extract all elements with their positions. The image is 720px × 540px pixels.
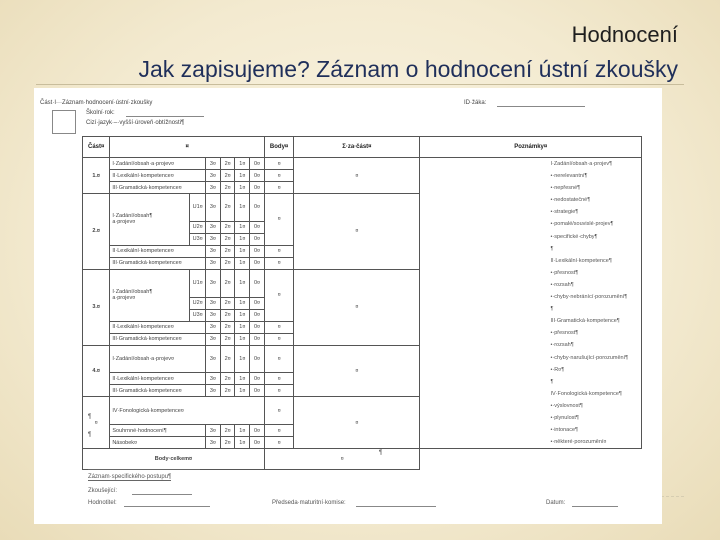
score-3[interactable]: 3¤ bbox=[206, 158, 221, 170]
notes-list bbox=[422, 158, 639, 448]
score-1[interactable]: 1¤ bbox=[235, 182, 250, 194]
note-line: III·Gramatická·kompetence¶ bbox=[550, 318, 620, 325]
score-0[interactable]: 0¤ bbox=[250, 257, 265, 269]
score-3[interactable]: 3¤ bbox=[206, 269, 221, 297]
score-0[interactable]: 0¤ bbox=[250, 194, 265, 222]
score-1[interactable]: 1¤ bbox=[235, 437, 250, 449]
score-1[interactable]: 1¤ bbox=[235, 257, 250, 269]
criterion-task-multi bbox=[110, 269, 190, 321]
points-cell[interactable]: ¤ bbox=[264, 385, 293, 397]
points-cell[interactable]: ¤ bbox=[264, 425, 293, 437]
score-1[interactable]: 1¤ bbox=[235, 233, 250, 245]
points-cell[interactable]: ¤ bbox=[264, 182, 293, 194]
criterion-lexical: II·Lexikální·kompetence¤ bbox=[110, 373, 206, 385]
score-2[interactable]: 2¤ bbox=[220, 158, 235, 170]
note-line: •·nerelevantní¶ bbox=[550, 173, 588, 180]
col-header-notes: Poznámky¤ bbox=[420, 137, 642, 158]
score-0[interactable]: 0¤ bbox=[250, 333, 265, 345]
note-line: •·intonace¶ bbox=[550, 427, 578, 434]
score-3[interactable]: 3¤ bbox=[206, 345, 221, 373]
examiner-field[interactable] bbox=[132, 488, 192, 495]
score-2[interactable]: 2¤ bbox=[220, 309, 235, 321]
note-line: ¶ bbox=[550, 306, 554, 313]
score-0[interactable]: 0¤ bbox=[250, 437, 265, 449]
chair-label: Předseda·maturitní·komise: bbox=[272, 500, 346, 506]
points-cell[interactable]: ¤ bbox=[264, 373, 293, 385]
points-cell[interactable]: ¤ bbox=[264, 345, 293, 373]
col-header-sum: Σ·za·část¤ bbox=[294, 137, 420, 158]
total-points-label: Body·celkem¤ bbox=[83, 449, 265, 470]
note-line: •·plynulost¶ bbox=[550, 414, 579, 421]
note-line: •·pomalé/souvislé·projev¶ bbox=[550, 221, 614, 228]
note-line: •·nedostatečné¶ bbox=[550, 197, 591, 204]
note-line: •·specifické·chyby¶ bbox=[550, 233, 598, 240]
score-2[interactable]: 2¤ bbox=[220, 297, 235, 309]
assessment-table bbox=[82, 136, 642, 470]
subtask-u3: U3¤ bbox=[190, 233, 206, 245]
date-label: Datum: bbox=[546, 500, 566, 506]
pilcrow: ¶ bbox=[88, 414, 92, 420]
part-3-number: 3.¤ bbox=[83, 269, 110, 345]
score-2[interactable]: 2¤ bbox=[220, 245, 235, 257]
criterion-task-line2: a·projev¤ bbox=[112, 295, 136, 302]
note-line: •·R¤¶ bbox=[550, 366, 565, 373]
score-1[interactable]: 1¤ bbox=[235, 309, 250, 321]
criterion-task: I·Zadání/obsah·a·projev¤ bbox=[110, 345, 206, 373]
score-3[interactable]: 3¤ bbox=[206, 257, 221, 269]
points-cell[interactable]: ¤ bbox=[264, 321, 293, 333]
score-3[interactable]: 3¤ bbox=[206, 373, 221, 385]
score-0[interactable]: 0¤ bbox=[250, 373, 265, 385]
score-0[interactable]: 0¤ bbox=[250, 233, 265, 245]
score-2[interactable]: 2¤ bbox=[220, 221, 235, 233]
specific-procedure-line bbox=[88, 464, 200, 470]
points-cell[interactable]: ¤ bbox=[264, 194, 293, 246]
points-cell[interactable]: ¤ bbox=[264, 257, 293, 269]
notes-cell bbox=[420, 158, 642, 449]
summary-label: Souhrnné·hodnocení¶ bbox=[110, 425, 206, 437]
score-2[interactable]: 2¤ bbox=[220, 170, 235, 182]
score-0[interactable]: 0¤ bbox=[250, 182, 265, 194]
note-line: •·některé·porozumění¤ bbox=[550, 439, 607, 446]
note-line: ¶ bbox=[550, 378, 554, 385]
score-2[interactable]: 2¤ bbox=[220, 269, 235, 297]
note-line: II·Lexikální·kompetence¶ bbox=[550, 257, 612, 264]
points-cell[interactable]: ¤ bbox=[264, 170, 293, 182]
score-1[interactable]: 1¤ bbox=[235, 245, 250, 257]
part-sum-cell[interactable]: ¤ bbox=[294, 158, 420, 194]
score-0[interactable]: 0¤ bbox=[250, 345, 265, 373]
col-header-part: Část¤ bbox=[83, 137, 110, 158]
subtask-u2: U2¤ bbox=[190, 221, 206, 233]
subtask-u1: U1¤ bbox=[190, 194, 206, 222]
points-cell[interactable]: ¤ bbox=[264, 158, 293, 170]
student-id-label: ID·žáka: bbox=[464, 100, 487, 106]
score-2[interactable]: 2¤ bbox=[220, 425, 235, 437]
score-3[interactable]: 3¤ bbox=[206, 233, 221, 245]
score-3[interactable]: 3¤ bbox=[206, 221, 221, 233]
total-spacer bbox=[420, 449, 642, 470]
note-line: •·strategie¶ bbox=[550, 209, 579, 216]
part-sum-cell[interactable]: ¤ bbox=[294, 345, 420, 397]
score-1[interactable]: 1¤ bbox=[235, 373, 250, 385]
part-2-number: 2.¤ bbox=[83, 194, 110, 270]
score-2[interactable]: 2¤ bbox=[220, 321, 235, 333]
score-3[interactable]: 3¤ bbox=[206, 437, 221, 449]
student-id-field[interactable] bbox=[497, 100, 585, 107]
score-1[interactable]: 1¤ bbox=[235, 333, 250, 345]
score-2[interactable]: 2¤ bbox=[220, 437, 235, 449]
score-0[interactable]: 0¤ bbox=[250, 297, 265, 309]
specific-procedure-label: Záznam·specifického·postupu¶ bbox=[88, 474, 172, 480]
part-4-number: 4.¤ bbox=[83, 345, 110, 397]
score-0[interactable]: 0¤ bbox=[250, 309, 265, 321]
note-line: •·přesnost¶ bbox=[550, 269, 579, 276]
language-label: Cizí·jazyk·–·vyšší·úroveň·obtížnosti¶ bbox=[86, 120, 185, 126]
assessor-field[interactable] bbox=[124, 500, 210, 507]
score-2[interactable]: 2¤ bbox=[220, 257, 235, 269]
score-1[interactable]: 1¤ bbox=[235, 425, 250, 437]
part-sum-cell[interactable]: ¤ bbox=[294, 269, 420, 345]
summary-part-cell: ¤ bbox=[83, 397, 110, 449]
chair-field[interactable] bbox=[356, 500, 436, 507]
pilcrow: ¶ bbox=[88, 432, 92, 438]
score-3[interactable]: 3¤ bbox=[206, 194, 221, 222]
criterion-grammar: III·Gramatická·kompetence¤ bbox=[110, 257, 206, 269]
assessment-form bbox=[34, 88, 662, 524]
points-cell[interactable]: ¤ bbox=[264, 269, 293, 321]
note-line: IV·Fonologická·kompetence¶ bbox=[550, 390, 622, 397]
note-line: •·rozsah¶ bbox=[550, 281, 574, 288]
score-3[interactable]: 3¤ bbox=[206, 385, 221, 397]
school-year-label: Školní·rok: bbox=[86, 110, 115, 116]
criterion-task-line2: a·projev¤ bbox=[112, 219, 136, 226]
photo-box bbox=[52, 110, 76, 134]
score-3[interactable]: 3¤ bbox=[206, 425, 221, 437]
score-0[interactable]: 0¤ bbox=[250, 425, 265, 437]
score-2[interactable]: 2¤ bbox=[220, 233, 235, 245]
criterion-grammar: III·Gramatická·kompetence¤ bbox=[110, 333, 206, 345]
points-cell[interactable]: ¤ bbox=[264, 437, 293, 449]
note-line: I·Zadání/obsah·a·projev¶ bbox=[550, 161, 613, 167]
note-line: ¶ bbox=[550, 245, 554, 252]
examiner-label: Zkoušející: bbox=[88, 488, 118, 494]
points-cell[interactable]: ¤ bbox=[264, 333, 293, 345]
score-0[interactable]: 0¤ bbox=[250, 269, 265, 297]
score-1[interactable]: 1¤ bbox=[235, 194, 250, 222]
criterion-lexical: II·Lexikální·kompetence¤ bbox=[110, 245, 206, 257]
subtask-u2: U2¤ bbox=[190, 297, 206, 309]
score-1[interactable]: 1¤ bbox=[235, 321, 250, 333]
criterion-task-line1: I·Zadání/obsah¶ bbox=[112, 213, 153, 220]
score-3[interactable]: 3¤ bbox=[206, 309, 221, 321]
score-2[interactable]: 2¤ bbox=[220, 182, 235, 194]
score-0[interactable]: 0¤ bbox=[250, 221, 265, 233]
score-1[interactable]: 1¤ bbox=[235, 221, 250, 233]
criterion-task-line1: I·Zadání/obsah¶ bbox=[112, 289, 153, 296]
score-2[interactable]: 2¤ bbox=[220, 373, 235, 385]
note-line: •·nepřesné¶ bbox=[550, 185, 581, 192]
part-1-number: 1.¤ bbox=[83, 158, 110, 194]
score-0[interactable]: 0¤ bbox=[250, 245, 265, 257]
criterion-grammar: III·Gramatická·kompetence¤ bbox=[110, 385, 206, 397]
score-3[interactable]: 3¤ bbox=[206, 182, 221, 194]
summary-sum-cell[interactable]: ¤ bbox=[294, 397, 420, 449]
score-2[interactable]: 2¤ bbox=[220, 345, 235, 373]
col-header-points: Body¤ bbox=[264, 137, 293, 158]
slide-subtitle: Jak zapisujeme? Záznam o hodnocení ústní zkoušky bbox=[138, 56, 678, 82]
score-2[interactable]: 2¤ bbox=[220, 333, 235, 345]
criterion-task-multi bbox=[110, 194, 190, 246]
score-1[interactable]: 1¤ bbox=[235, 269, 250, 297]
score-1[interactable]: 1¤ bbox=[235, 158, 250, 170]
score-3[interactable]: 3¤ bbox=[206, 297, 221, 309]
assessor-label: Hodnotitel: bbox=[88, 500, 117, 506]
col-header-criteria: ¤ bbox=[110, 137, 265, 158]
score-1[interactable]: 1¤ bbox=[235, 297, 250, 309]
criterion-phonology: IV·Fonologická·kompetence¤ bbox=[110, 397, 265, 425]
points-cell[interactable]: ¤ bbox=[264, 397, 293, 425]
score-3[interactable]: 3¤ bbox=[206, 245, 221, 257]
multiplier-label: Násobek¤ bbox=[110, 437, 206, 449]
score-0[interactable]: 0¤ bbox=[250, 321, 265, 333]
note-line: •·chyby·narušující·porozumění¶ bbox=[550, 354, 629, 361]
part-sum-cell[interactable]: ¤ bbox=[294, 194, 420, 270]
criterion-lexical: II·Lexikální·kompetence¤ bbox=[110, 321, 206, 333]
score-3[interactable]: 3¤ bbox=[206, 321, 221, 333]
slide-title: Hodnocení bbox=[571, 22, 678, 47]
total-points-cell[interactable]: ¤ bbox=[264, 449, 420, 470]
score-0[interactable]: 0¤ bbox=[250, 158, 265, 170]
score-3[interactable]: 3¤ bbox=[206, 333, 221, 345]
criterion-task: I·Zadání/obsah·a·projev¤ bbox=[110, 158, 206, 170]
date-field[interactable] bbox=[572, 500, 618, 507]
note-line: •·výslovnost¶ bbox=[550, 402, 583, 409]
school-year-field[interactable] bbox=[126, 110, 204, 117]
score-2[interactable]: 2¤ bbox=[220, 194, 235, 222]
score-3[interactable]: 3¤ bbox=[206, 170, 221, 182]
pilcrow: ¶ bbox=[379, 450, 383, 456]
note-line: •·přesnost¶ bbox=[550, 330, 579, 337]
title-divider bbox=[36, 84, 684, 85]
score-1[interactable]: 1¤ bbox=[235, 385, 250, 397]
criterion-lexical: II·Lexikální·kompetence¤ bbox=[110, 170, 206, 182]
note-line: •·chyby·nebránící·porozumění¶ bbox=[550, 294, 628, 301]
subtask-u1: U1¤ bbox=[190, 269, 206, 297]
subtask-u3: U3¤ bbox=[190, 309, 206, 321]
score-0[interactable]: 0¤ bbox=[250, 385, 265, 397]
form-heading: Část·I···Záznam·hodnocení·ústní·zkoušky bbox=[40, 100, 153, 106]
criterion-grammar: III·Gramatická·kompetence¤ bbox=[110, 182, 206, 194]
note-line: •·rozsah¶ bbox=[550, 342, 574, 349]
points-cell[interactable]: ¤ bbox=[264, 245, 293, 257]
score-0[interactable]: 0¤ bbox=[250, 170, 265, 182]
score-1[interactable]: 1¤ bbox=[235, 345, 250, 373]
score-1[interactable]: 1¤ bbox=[235, 170, 250, 182]
score-2[interactable]: 2¤ bbox=[220, 385, 235, 397]
